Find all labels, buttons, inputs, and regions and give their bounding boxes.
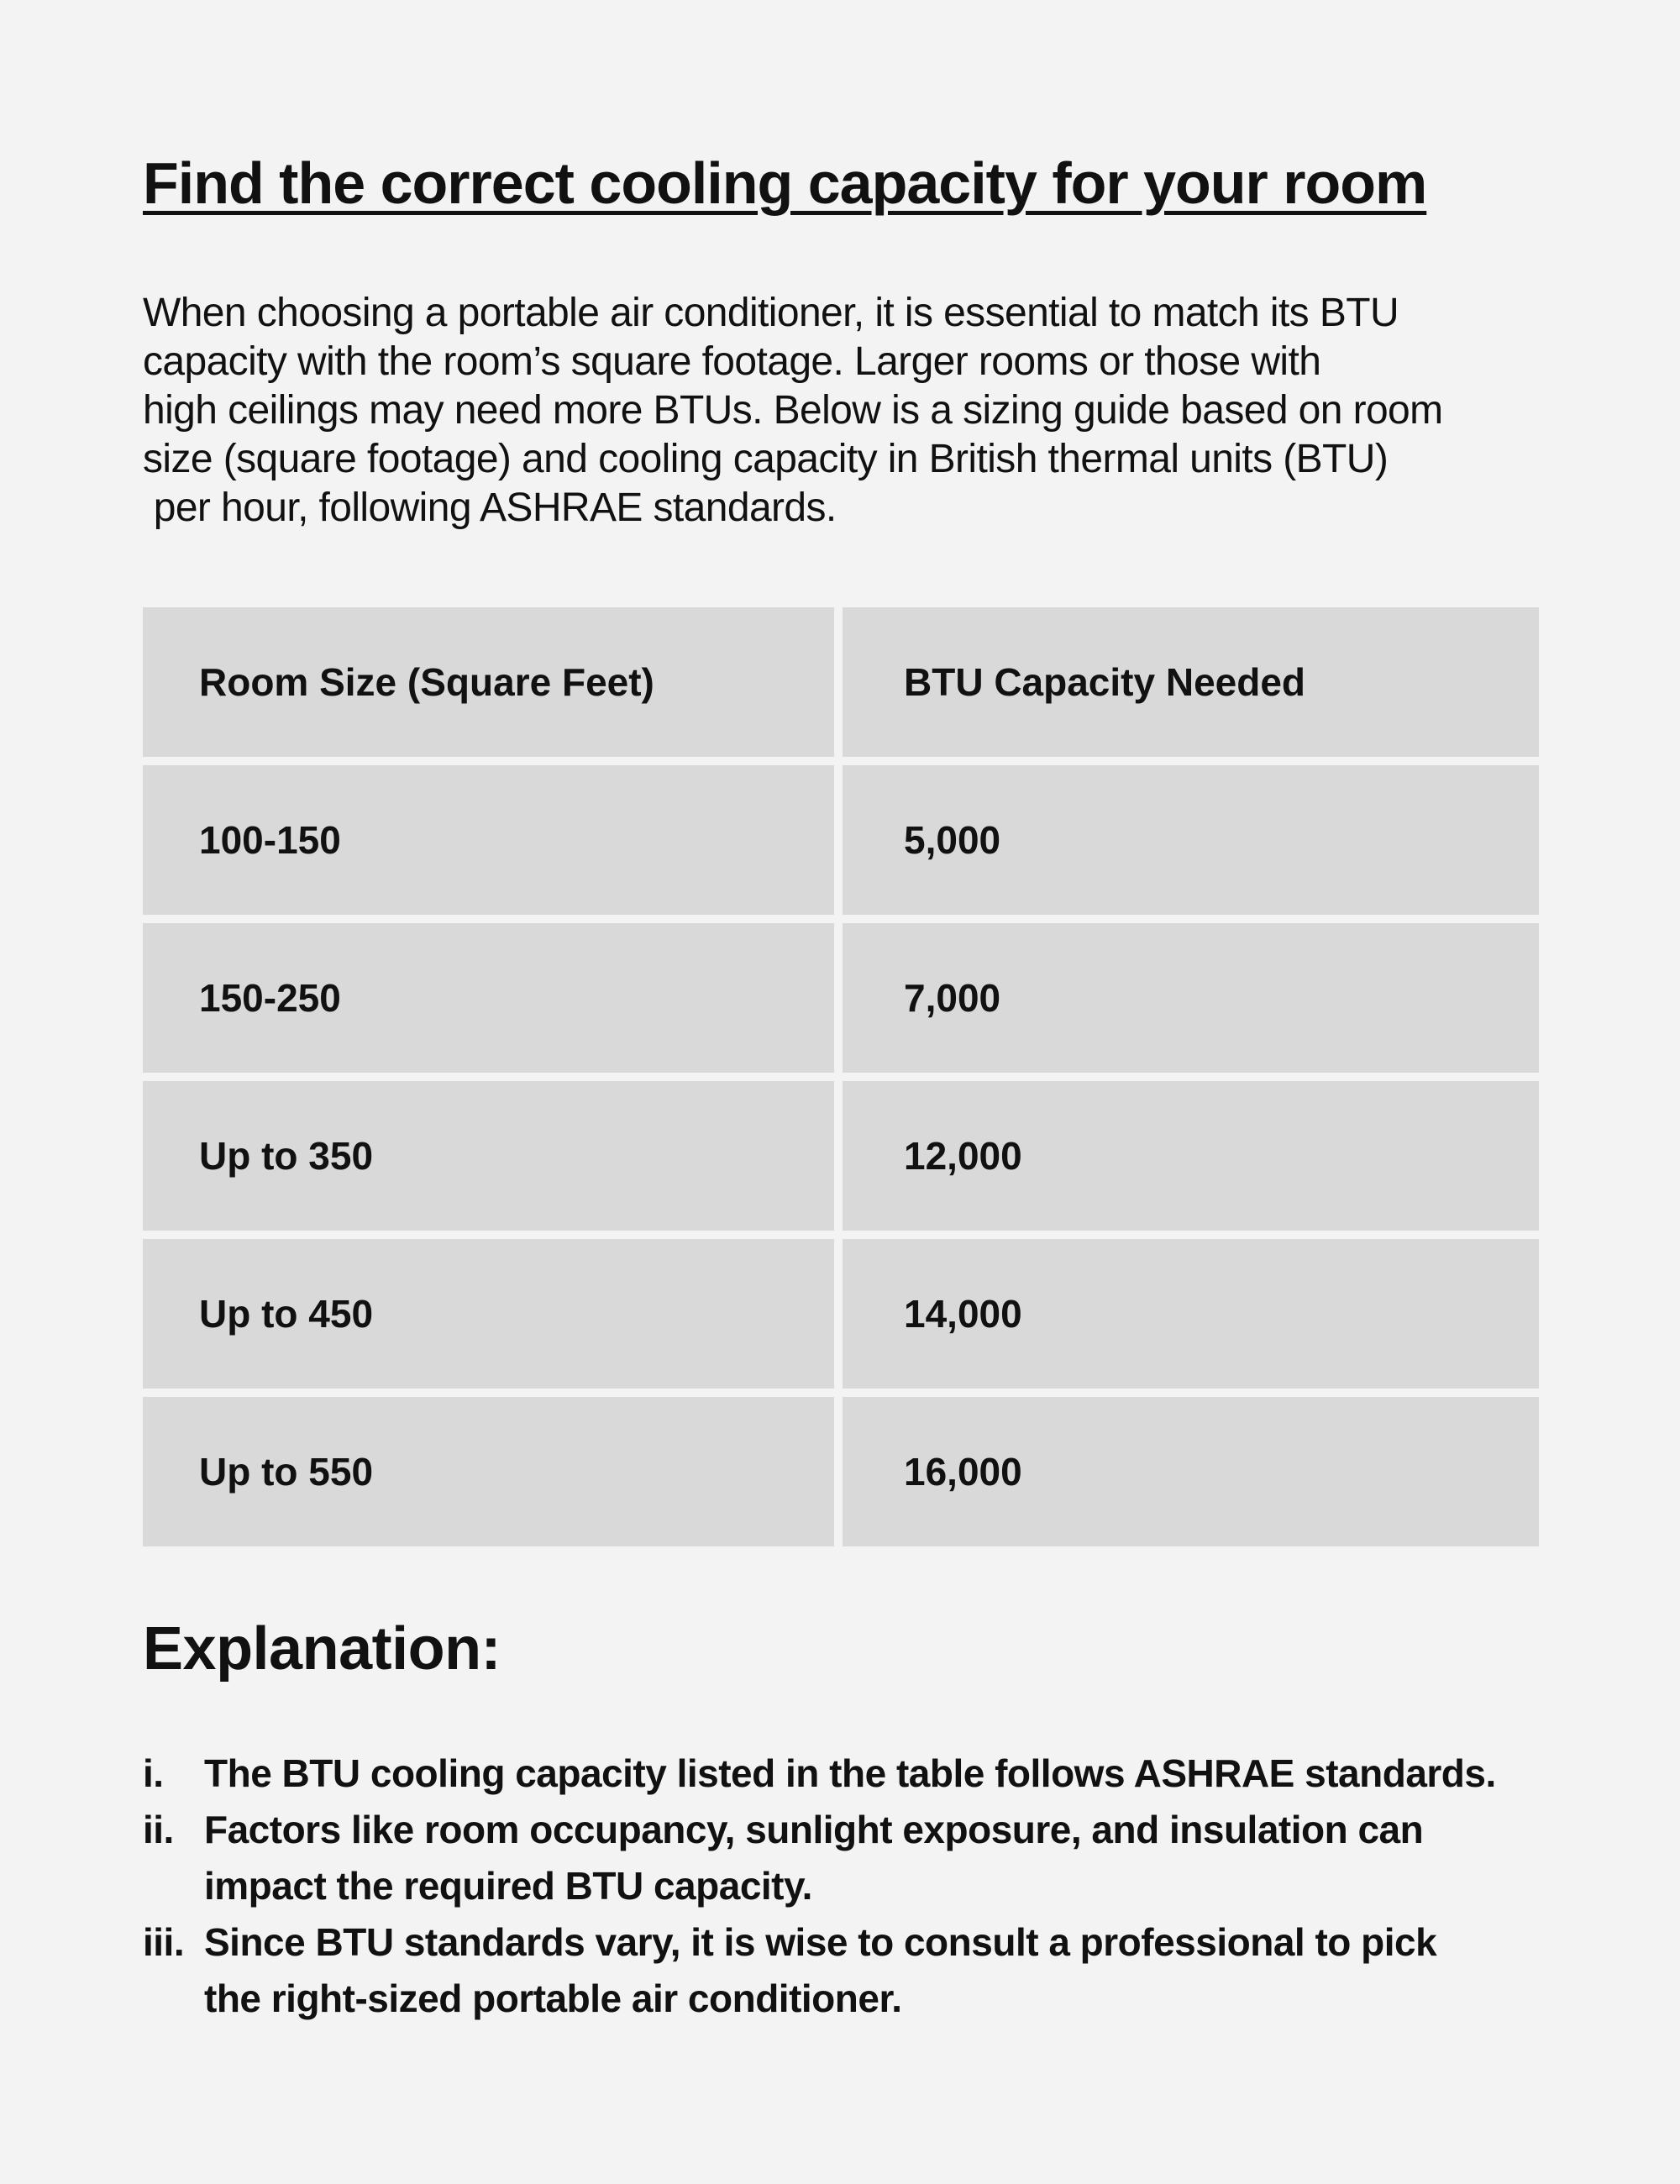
explanation-heading: Explanation: — [143, 1615, 501, 1683]
table-header-btu-capacity: BTU Capacity Needed — [843, 607, 1539, 757]
list-item-text — [204, 1802, 1588, 1914]
btu-sizing-table — [143, 607, 1539, 1546]
table-cell-room-size: 150-250 — [143, 923, 834, 1073]
list-item-text — [204, 1914, 1588, 2027]
table-cell-btu-capacity: 7,000 — [843, 923, 1539, 1073]
list-item-line: impact the required BTU capacity. — [204, 1864, 812, 1908]
list-item-text — [204, 1746, 1588, 1802]
page-title: Find the correct cooling capacity for your room — [143, 150, 1427, 216]
table-header-room-size: Room Size (Square Feet) — [143, 607, 834, 757]
list-item-line: the right-sized portable air conditioner. — [204, 1977, 902, 2020]
list-item-number: i. — [143, 1751, 164, 1795]
list-item-number: iii. — [143, 1920, 185, 1964]
list-item — [143, 1802, 1588, 1914]
list-item — [143, 1914, 1588, 2027]
table-cell-room-size: Up to 550 — [143, 1397, 834, 1546]
table-cell-btu-capacity: 16,000 — [843, 1397, 1539, 1546]
intro-line: high ceilings may need more BTUs. Below is a sizing guide based on room — [143, 388, 1443, 433]
explanation-list — [143, 1746, 1588, 2027]
table-cell-btu-capacity: 14,000 — [843, 1239, 1539, 1389]
table-cell-room-size: Up to 450 — [143, 1239, 834, 1389]
intro-paragraph — [143, 289, 1571, 533]
list-item-number: ii. — [143, 1808, 174, 1851]
list-item — [143, 1746, 1588, 1802]
table-cell-room-size: Up to 350 — [143, 1081, 834, 1231]
table-cell-room-size: 100-150 — [143, 765, 834, 915]
intro-line: When choosing a portable air conditioner, it is essential to match its BTU — [143, 291, 1399, 335]
table-cell-btu-capacity: 5,000 — [843, 765, 1539, 915]
list-item-line: The BTU cooling capacity listed in the table follows ASHRAE standards. — [204, 1751, 1496, 1795]
table-cell-btu-capacity: 12,000 — [843, 1081, 1539, 1231]
list-item-line: Factors like room occupancy, sunlight exposure, and insulation can — [204, 1808, 1424, 1851]
intro-line: per hour, following ASHRAE standards. — [143, 486, 837, 530]
intro-line: capacity with the room’s square footage. Larger rooms or those with — [143, 339, 1321, 384]
intro-line: size (square footage) and cooling capacity in British thermal units (BTU) — [143, 437, 1389, 481]
list-item-line: Since BTU standards vary, it is wise to consult a professional to pick — [204, 1920, 1437, 1964]
